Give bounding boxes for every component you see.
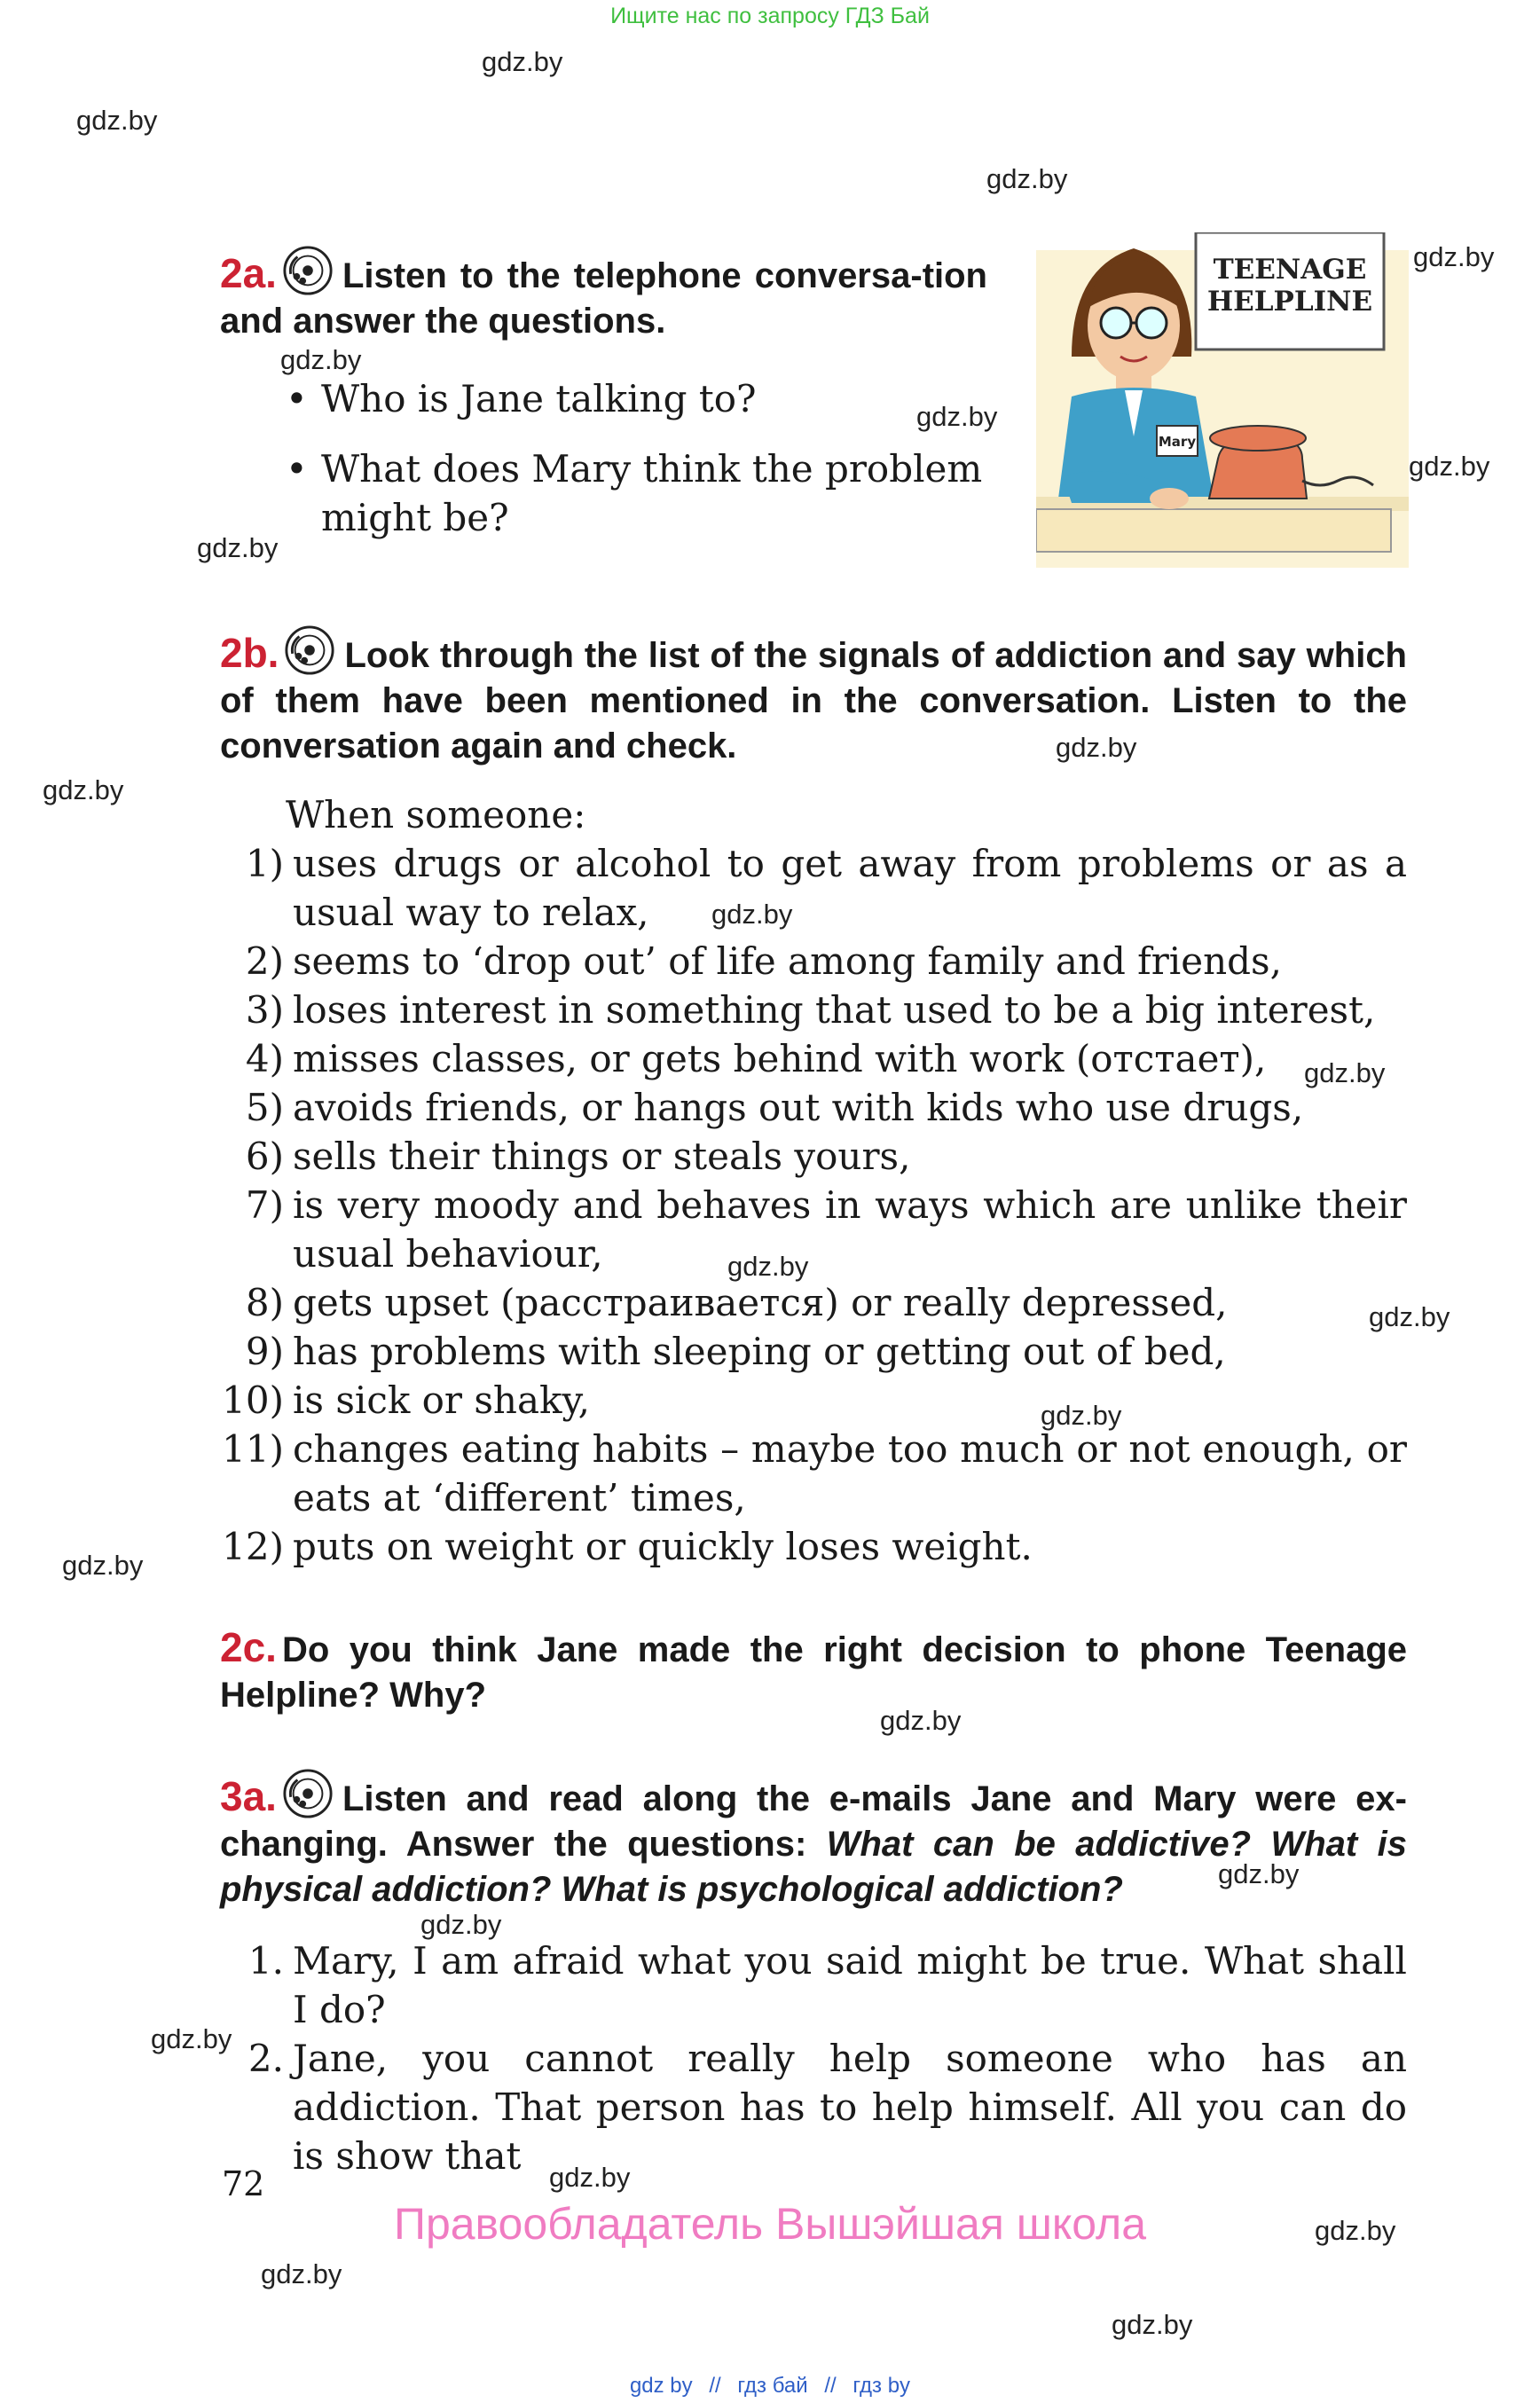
- watermark: gdz.by: [1041, 1400, 1122, 1431]
- item-number: 9): [245, 1330, 284, 1373]
- task-number: 2a.: [220, 250, 277, 296]
- list-item: [220, 1034, 1407, 1083]
- item-number: 2): [245, 939, 284, 983]
- list-item: [220, 839, 1407, 937]
- item-number: 12): [222, 1525, 284, 1568]
- list-intro: When someone:: [286, 793, 586, 836]
- sign-text: TEENAGE: [1213, 254, 1367, 286]
- task-2c-instruction: [220, 1625, 1407, 1718]
- watermark: gdz.by: [1315, 2215, 1396, 2246]
- task-text: Look through the list of the signals of addiction and say which of them have been mentioned in the conversation. Listen to the conversation again and check.: [220, 636, 1407, 766]
- item-number: 10): [222, 1378, 284, 1422]
- item-text: loses interest in something that used to be a big interest,: [293, 988, 1376, 1032]
- list-item: [220, 1327, 1407, 1376]
- item-text: avoids friends, or hangs out with kids who use drugs,: [293, 1086, 1304, 1129]
- helpline-operator-illustration: [1036, 232, 1409, 568]
- bottom-links: [0, 2374, 1540, 2399]
- item-text: Mary, I am afraid what you said might be true. What shall I do?: [293, 1939, 1407, 2031]
- footer-separator: //: [709, 2374, 721, 2398]
- item-text: changes eating habits – maybe too much or not enough, or eats at ‘different’ times,: [293, 1427, 1407, 1520]
- item-text: uses drugs or alcohol to get away from problems or as a usual way to relax,: [293, 842, 1407, 934]
- task-number: 2c.: [220, 1624, 277, 1670]
- task-3a-instruction: [220, 1768, 1407, 1912]
- task-2a-questions: [282, 374, 992, 542]
- watermark: gdz.by: [197, 532, 279, 563]
- list-item: [220, 1936, 1407, 2034]
- list-item: [220, 986, 1407, 1034]
- item-number: 4): [245, 1037, 284, 1080]
- list-item: [220, 1425, 1407, 1522]
- list-item: • Who is Jane talking to?: [282, 374, 992, 423]
- task-text: Listen to the telephone conversa-tion and answer the questions.: [220, 256, 987, 341]
- list-item: [220, 1181, 1407, 1278]
- item-text: puts on weight or quickly loses weight.: [293, 1525, 1033, 1568]
- item-text: gets upset (расстраивается) or really depressed,: [293, 1281, 1228, 1324]
- watermark: gdz.by: [549, 2162, 631, 2193]
- item-text: Jane, you cannot really help someone who has an addiction. That person has to help himself. All you can do is show that: [293, 2037, 1407, 2178]
- item-number: 5): [245, 1086, 284, 1129]
- watermark: gdz.by: [916, 401, 998, 432]
- footer-link[interactable]: гдз бай: [737, 2374, 808, 2398]
- item-text: has problems with sleeping or getting out of bed,: [293, 1330, 1226, 1373]
- item-number: 6): [245, 1135, 284, 1178]
- watermark: gdz.by: [1369, 1301, 1450, 1332]
- watermark: gdz.by: [482, 46, 563, 77]
- watermark: gdz.by: [76, 105, 158, 136]
- item-number: 1): [245, 842, 284, 885]
- list-item: [220, 937, 1407, 986]
- page-number: 72: [222, 2164, 265, 2203]
- item-text: misses classes, or gets behind with work (отстает),: [293, 1037, 1267, 1080]
- task-number: 2b.: [220, 630, 279, 676]
- list-item: [220, 1083, 1407, 1132]
- item-number: 3): [245, 988, 284, 1032]
- watermark: gdz.by: [261, 2258, 342, 2289]
- copyright-line: Правообладатель Вышэйшая школа: [394, 2199, 1146, 2249]
- audio-disc-icon: [282, 245, 334, 296]
- watermark: gdz.by: [1413, 241, 1495, 272]
- signals-list: [220, 790, 1407, 1571]
- footer-link[interactable]: gdz by: [629, 2374, 693, 2398]
- watermark: gdz.by: [62, 1550, 144, 1581]
- top-banner[interactable]: Ищите нас по запросу ГДЗ Бай: [610, 4, 930, 28]
- audio-disc-icon: [284, 624, 335, 676]
- list-item: [220, 1522, 1407, 1571]
- item-number: 11): [222, 1427, 284, 1471]
- item-number: 1.: [248, 1939, 284, 1983]
- list-item: [220, 1132, 1407, 1181]
- task-number: 3a.: [220, 1773, 277, 1819]
- watermark: gdz.by: [1112, 2309, 1193, 2340]
- watermark: gdz.by: [151, 2023, 232, 2054]
- watermark: gdz.by: [986, 163, 1068, 194]
- emails-list: [220, 1936, 1407, 2180]
- item-number: 7): [245, 1183, 284, 1227]
- item-text: sells their things or steals yours,: [293, 1135, 911, 1178]
- audio-disc-icon: [282, 1768, 334, 1819]
- task-2b-instruction: [220, 624, 1407, 769]
- list-item: [220, 1278, 1407, 1327]
- item-number: 2.: [248, 2037, 284, 2080]
- item-text: is sick or shaky,: [293, 1378, 590, 1422]
- watermark: gdz.by: [727, 1251, 809, 1282]
- list-item: [220, 1376, 1407, 1425]
- footer-link[interactable]: гдз by: [852, 2374, 911, 2398]
- task-text: Do you think Jane made the right decision to phone Teenage Helpline? Why?: [220, 1630, 1407, 1715]
- watermark: gdz.by: [880, 1705, 962, 1736]
- task-questions: What can be addictive? What is physical addiction? What is psychological addiction?: [220, 1825, 1407, 1909]
- watermark: gdz.by: [1304, 1057, 1386, 1088]
- item-text: seems to ‘drop out’ of life among family and friends,: [293, 939, 1282, 983]
- list-item: [220, 2034, 1407, 2180]
- watermark: gdz.by: [420, 1909, 502, 1940]
- item-number: 8): [245, 1281, 284, 1324]
- sign-text: HELPLINE: [1206, 286, 1373, 318]
- watermark: gdz.by: [1056, 732, 1137, 763]
- task-text: Listen and read along the e-mails Jane and Mary were ex-changing. Answer the questions:: [220, 1779, 1407, 1864]
- watermark: gdz.by: [43, 774, 124, 805]
- footer-separator: //: [824, 2374, 837, 2398]
- name-badge: Mary: [1158, 434, 1197, 450]
- watermark: gdz.by: [1409, 451, 1490, 482]
- list-item: • What does Mary think the problem might be?: [282, 444, 992, 542]
- watermark: gdz.by: [711, 899, 793, 930]
- task-2a-instruction: [220, 245, 987, 344]
- watermark: gdz.by: [280, 344, 362, 375]
- item-text: is very moody and behaves in ways which are unlike their usual behaviour,: [293, 1183, 1407, 1276]
- watermark: gdz.by: [1218, 1858, 1300, 1889]
